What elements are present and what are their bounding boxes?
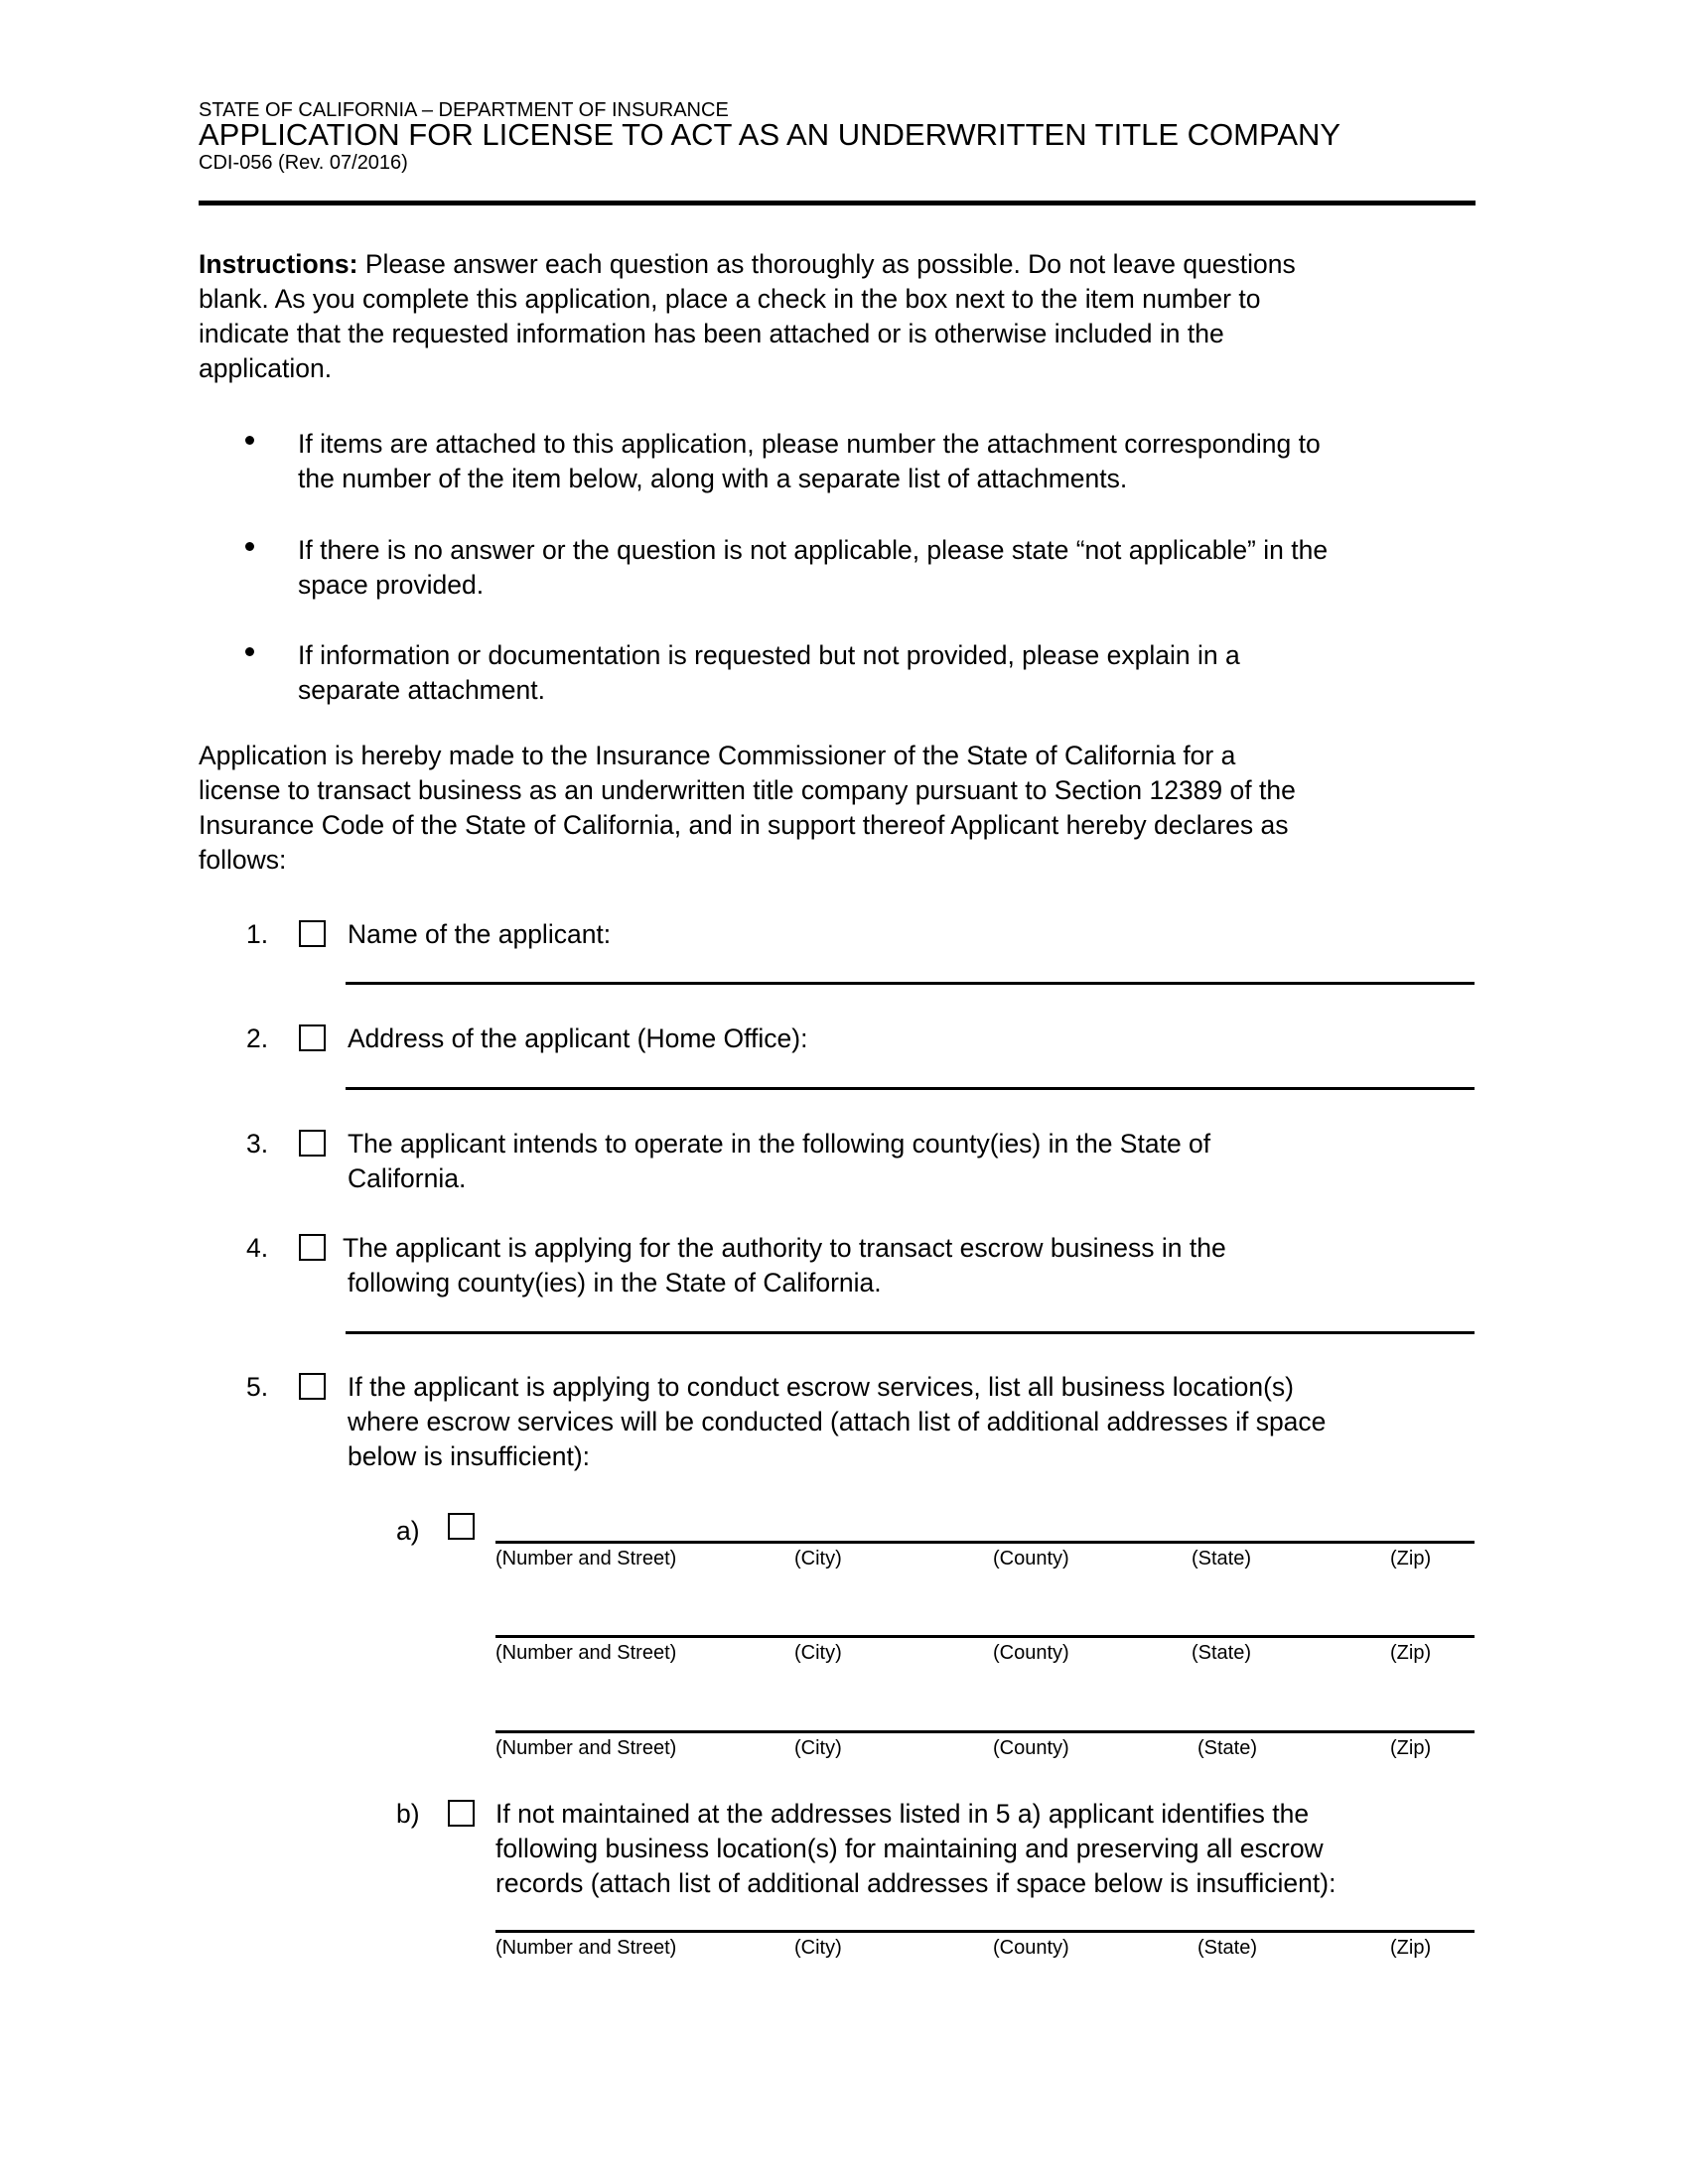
item-number: 5. — [246, 1372, 269, 1402]
agency-heading: STATE OF CALIFORNIA – DEPARTMENT OF INSURANCE — [199, 99, 729, 121]
bullet-item — [298, 533, 1328, 603]
item-line: records (attach list of additional addresses if space below is insufficient): — [495, 1868, 1336, 1898]
item-2-label — [348, 1022, 807, 1056]
item-number: 1. — [246, 919, 269, 949]
form-id: CDI-056 (Rev. 07/2016) — [199, 152, 408, 174]
instructions-paragraph — [199, 247, 1296, 386]
declaration-line: Application is hereby made to the Insurance Commissioner of the State of California for a — [199, 741, 1236, 770]
bullet-line: If items are attached to this application, please number the attachment corresponding to — [298, 429, 1321, 459]
city-label: (City) — [794, 1548, 842, 1570]
state-label: (State) — [1197, 1737, 1258, 1759]
city-label: (City) — [794, 1937, 842, 1959]
county-label: (County) — [993, 1937, 1069, 1959]
header-divider — [199, 201, 1476, 205]
item-line: below is insufficient): — [348, 1441, 591, 1471]
item-line: If not maintained at the addresses listed in 5 a) applicant identifies the — [495, 1799, 1310, 1829]
bullet-icon — [245, 542, 254, 551]
zip-label: (Zip) — [1390, 1642, 1432, 1664]
item-1-label — [348, 917, 611, 952]
street-label: (Number and Street) — [495, 1737, 677, 1759]
item-line: following business location(s) for maintaining and preserving all escrow — [495, 1834, 1324, 1863]
item-5b-checkbox[interactable] — [448, 1800, 475, 1827]
address-line-2-field[interactable] — [495, 1635, 1475, 1638]
city-label: (City) — [794, 1642, 842, 1664]
item-5-checkbox[interactable] — [299, 1373, 326, 1400]
county-label: (County) — [993, 1548, 1069, 1570]
declaration-line: license to transact business as an underwritten title company pursuant to Section 12389 of the — [199, 775, 1296, 805]
applicant-address-field[interactable] — [346, 1087, 1475, 1090]
item-5b-text — [495, 1797, 1336, 1901]
item-3-checkbox[interactable] — [299, 1130, 326, 1157]
bullet-item — [298, 427, 1321, 496]
item-5-label — [348, 1370, 1326, 1474]
city-label: (City) — [794, 1737, 842, 1759]
state-label: (State) — [1192, 1642, 1252, 1664]
street-label: (Number and Street) — [495, 1937, 677, 1959]
street-label: (Number and Street) — [495, 1642, 677, 1664]
item-5a-checkbox[interactable] — [448, 1513, 475, 1540]
bullet-icon — [245, 436, 254, 445]
address-line-1-field[interactable] — [495, 1541, 1475, 1544]
bullet-line: space provided. — [298, 570, 485, 600]
item-number: 3. — [246, 1129, 269, 1159]
zip-label: (Zip) — [1390, 1937, 1432, 1959]
item-3-label — [348, 1127, 1210, 1196]
bullet-icon — [245, 647, 254, 656]
bullet-line: separate attachment. — [298, 675, 545, 705]
county-label: (County) — [993, 1737, 1069, 1759]
sub-item-b-label: b) — [396, 1799, 420, 1829]
instructions-label: Instructions: — [199, 249, 358, 279]
instructions-line: blank. As you complete this application, place a check in the box next to the item number to — [199, 284, 1261, 314]
item-line: If the applicant is applying to conduct escrow services, list all business location(s) — [348, 1372, 1294, 1402]
address-line-3-field[interactable] — [495, 1730, 1475, 1733]
item-2-checkbox[interactable] — [299, 1024, 326, 1051]
item-line: Name of the applicant: — [348, 919, 612, 949]
bullet-line: the number of the item below, along with a separate list of attachments. — [298, 464, 1128, 493]
bullet-line: If information or documentation is requested but not provided, please explain in a — [298, 640, 1240, 670]
declaration-line: Insurance Code of the State of California, and in support thereof Applicant hereby declares as — [199, 810, 1289, 840]
item-number: 4. — [246, 1233, 269, 1263]
item-1-checkbox[interactable] — [299, 920, 326, 947]
instructions-line: application. — [199, 353, 333, 383]
item-number: 2. — [246, 1024, 269, 1053]
item-line: where escrow services will be conducted (attach list of additional addresses if space — [348, 1407, 1327, 1436]
zip-label: (Zip) — [1390, 1737, 1432, 1759]
state-label: (State) — [1197, 1937, 1258, 1959]
declaration-paragraph — [199, 739, 1296, 878]
county-label: (County) — [993, 1642, 1069, 1664]
sub-item-a-label: a) — [396, 1516, 420, 1546]
applicant-name-field[interactable] — [346, 982, 1475, 985]
bullet-item — [298, 638, 1240, 708]
item-line: The applicant is applying for the authority to transact escrow business in the — [343, 1233, 1226, 1263]
item-4-checkbox[interactable] — [299, 1234, 326, 1261]
instructions-line: Please answer each question as thoroughly as possible. Do not leave questions — [357, 249, 1296, 279]
item-line: The applicant intends to operate in the following county(ies) in the State of — [348, 1129, 1211, 1159]
bullet-line: If there is no answer or the question is not applicable, please state “not applicable” in the — [298, 535, 1329, 565]
escrow-counties-field[interactable] — [346, 1331, 1475, 1334]
state-label: (State) — [1192, 1548, 1252, 1570]
records-address-field[interactable] — [495, 1930, 1475, 1933]
street-label: (Number and Street) — [495, 1548, 677, 1570]
declaration-line: follows: — [199, 845, 287, 875]
item-line: following county(ies) in the State of California. — [348, 1268, 882, 1297]
instructions-line: indicate that the requested information has been attached or is otherwise included in the — [199, 319, 1224, 348]
form-title: APPLICATION FOR LICENSE TO ACT AS AN UNDERWRITTEN TITLE COMPANY — [199, 117, 1341, 152]
zip-label: (Zip) — [1390, 1548, 1432, 1570]
item-line: California. — [348, 1163, 467, 1193]
item-4-label — [343, 1231, 1226, 1300]
item-line: Address of the applicant (Home Office): — [348, 1024, 808, 1053]
